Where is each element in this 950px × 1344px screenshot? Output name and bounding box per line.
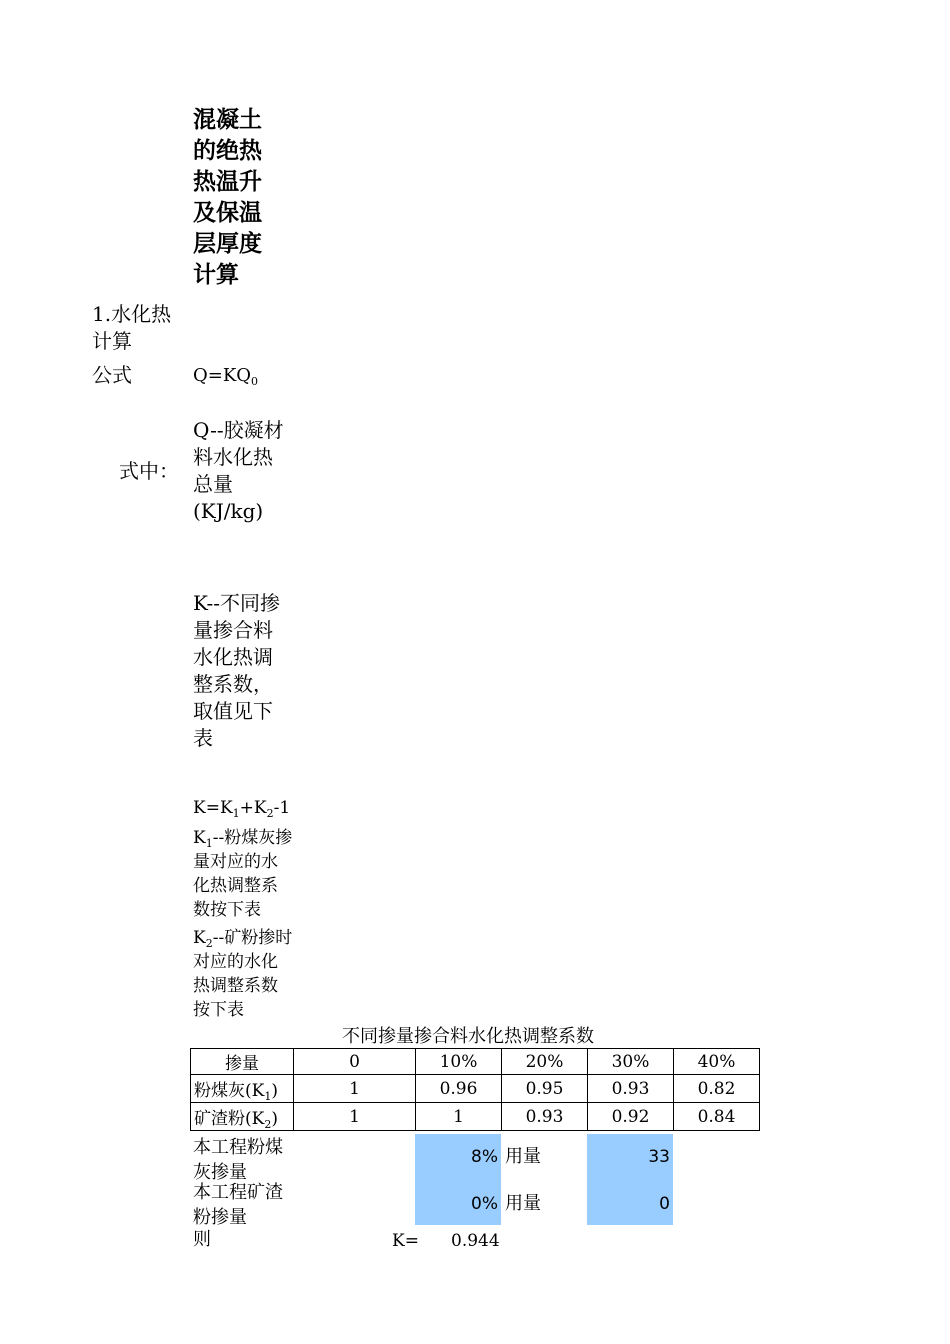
table-header-cell: 30% (588, 1049, 674, 1075)
fly-ash-label: 本工程粉煤灰掺量 (193, 1137, 283, 1183)
formula-label: 公式 (92, 363, 132, 387)
table-header-cell: 0 (294, 1049, 416, 1075)
k-formula-part: +K (239, 798, 267, 818)
table-header-cell: 掺量 (191, 1049, 294, 1075)
table-header-cell: 10% (416, 1049, 502, 1075)
table-cell: 0.93 (502, 1103, 588, 1131)
row-label-sub: 2 (264, 1118, 272, 1131)
table-cell: 0.84 (674, 1103, 760, 1131)
q-description: Q--胶凝材料水化热总量(KJ/kg) (193, 418, 284, 523)
slag-usage-label: 用量 (505, 1193, 541, 1214)
k1-desc-part: --粉煤灰掺量对应的水化热调整系数按下表 (193, 828, 293, 920)
row-label-k2 (191, 1103, 294, 1131)
table-caption: 不同掺量掺合料水化热调整系数 (342, 1026, 594, 1047)
table-cell: 1 (416, 1103, 502, 1131)
k1-description (193, 826, 293, 922)
fly-ash-usage-cell[interactable] (587, 1134, 673, 1180)
k-formula (193, 796, 293, 820)
k-description: K--不同掺量掺合料水化热调整系数，取值见下表 (193, 591, 281, 750)
k1-desc-part: K (193, 828, 206, 848)
table-row-k2 (191, 1103, 760, 1131)
table-cell: 0.82 (674, 1075, 760, 1103)
table-cell: 1 (294, 1103, 416, 1131)
k-formula-sub: 2 (266, 807, 274, 820)
formula-text (193, 364, 258, 389)
fly-ash-usage: 33 (648, 1147, 670, 1167)
result-then: 则 (193, 1229, 211, 1250)
table-header-cell: 40% (674, 1049, 760, 1075)
table-cell: 0.96 (416, 1075, 502, 1103)
row-label-part: 粉煤灰(K (194, 1081, 265, 1101)
k1-desc-sub: 1 (205, 837, 213, 850)
fly-ash-percent: 8% (471, 1147, 498, 1167)
k2-description (193, 926, 293, 1022)
k-formula-sub: 1 (232, 807, 240, 820)
table-cell: 0.95 (502, 1075, 588, 1103)
result-k-label: K= (392, 1231, 419, 1251)
slag-usage-cell[interactable] (587, 1180, 673, 1225)
page-title: 混凝土的绝热热温升及保温层厚度计算 (193, 107, 262, 288)
table-header-row (191, 1049, 760, 1075)
section-heading: 1.水化热计算 (92, 302, 172, 353)
fly-ash-usage-label: 用量 (505, 1146, 541, 1167)
formula-main: Q=KQ (193, 365, 252, 386)
where-label: 式中： (119, 459, 179, 483)
row-label-k1 (191, 1075, 294, 1103)
table-cell: 0.93 (588, 1075, 674, 1103)
formula-subscript: 0 (251, 375, 259, 388)
row-label-part: ) (271, 1081, 278, 1101)
row-label-sub: 1 (264, 1090, 272, 1103)
k2-desc-sub: 2 (205, 937, 213, 950)
k-formula-part: -1 (273, 798, 291, 818)
table-cell: 1 (294, 1075, 416, 1103)
fly-ash-percent-cell[interactable] (415, 1134, 501, 1180)
table-cell: 0.92 (588, 1103, 674, 1131)
k2-desc-part: K (193, 928, 206, 948)
coefficient-table (190, 1048, 760, 1131)
slag-usage: 0 (659, 1194, 670, 1214)
result-k-value: 0.944 (451, 1231, 500, 1251)
slag-percent: 0% (471, 1194, 498, 1214)
table-row-k1 (191, 1075, 760, 1103)
table-header-cell: 20% (502, 1049, 588, 1075)
slag-label: 本工程矿渣粉掺量 (193, 1182, 283, 1228)
row-label-part: 矿渣粉(K (194, 1109, 265, 1129)
slag-percent-cell[interactable] (415, 1180, 501, 1225)
row-label-part: ) (271, 1109, 278, 1129)
k2-desc-part: --矿粉掺时对应的水化热调整系数按下表 (193, 928, 293, 1020)
k-formula-part: K=K (193, 798, 233, 818)
